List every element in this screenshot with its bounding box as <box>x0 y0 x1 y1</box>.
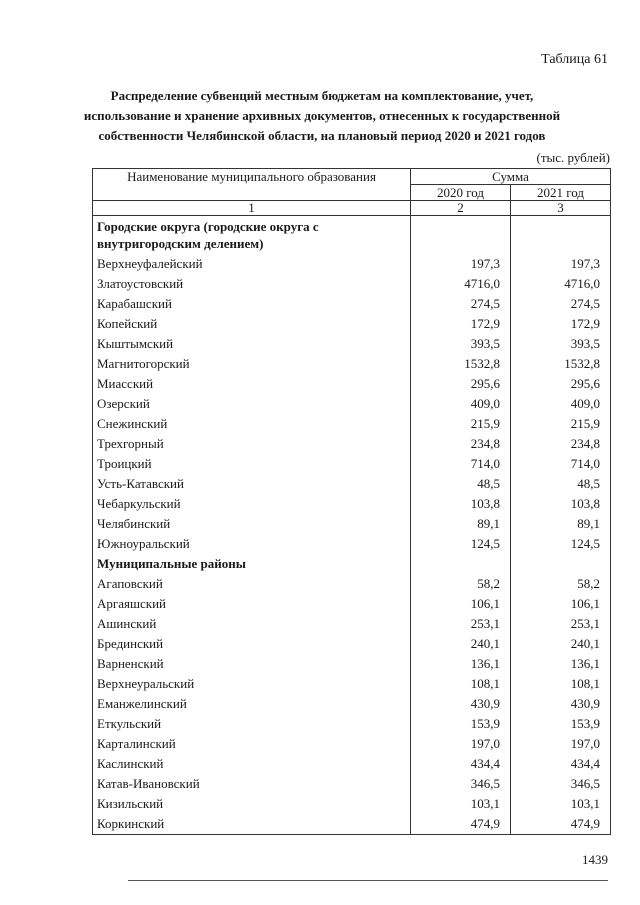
municipality-name: Верхнеуральский <box>93 674 411 694</box>
municipality-name: Чебаркульский <box>93 494 411 514</box>
amount-2020: 197,3 <box>411 254 511 274</box>
table-row <box>93 714 611 734</box>
municipality-name: Верхнеуфалейский <box>93 254 411 274</box>
amount-2021: 474,9 <box>511 814 611 835</box>
amount-2020: 136,1 <box>411 654 511 674</box>
amount-2021: 172,9 <box>511 314 611 334</box>
header-sum: Сумма <box>411 169 611 185</box>
table-row <box>93 754 611 774</box>
empty-cell <box>411 554 511 574</box>
amount-2020: 103,8 <box>411 494 511 514</box>
section-heading: Городские округа (городские округа с внутригородским делением) <box>93 216 411 255</box>
header-municipality: Наименование муниципального образования <box>93 169 411 201</box>
table-row <box>93 614 611 634</box>
amount-2020: 1532,8 <box>411 354 511 374</box>
amount-2020: 409,0 <box>411 394 511 414</box>
amount-2020: 103,1 <box>411 794 511 814</box>
table-row <box>93 594 611 614</box>
amount-2020: 346,5 <box>411 774 511 794</box>
amount-2021: 295,6 <box>511 374 611 394</box>
table-row <box>93 674 611 694</box>
table-row <box>93 494 611 514</box>
header-col-num-1: 1 <box>93 201 411 216</box>
amount-2020: 215,9 <box>411 414 511 434</box>
municipality-name: Катав-Ивановский <box>93 774 411 794</box>
municipality-name: Варненский <box>93 654 411 674</box>
amount-2021: 48,5 <box>511 474 611 494</box>
amount-2021: 434,4 <box>511 754 611 774</box>
amount-2020: 48,5 <box>411 474 511 494</box>
amount-2020: 253,1 <box>411 614 511 634</box>
header-col-num-2: 2 <box>411 201 511 216</box>
amount-2020: 393,5 <box>411 334 511 354</box>
table-row <box>93 434 611 454</box>
amount-2021: 108,1 <box>511 674 611 694</box>
municipality-name: Златоустовский <box>93 274 411 294</box>
amount-2020: 197,0 <box>411 734 511 754</box>
municipality-name: Снежинский <box>93 414 411 434</box>
table-header <box>93 169 611 216</box>
municipality-name: Каслинский <box>93 754 411 774</box>
municipality-name: Карталинский <box>93 734 411 754</box>
amount-2021: 106,1 <box>511 594 611 614</box>
amount-2021: 240,1 <box>511 634 611 654</box>
amount-2021: 274,5 <box>511 294 611 314</box>
amount-2020: 106,1 <box>411 594 511 614</box>
table-row <box>93 654 611 674</box>
table-row <box>93 294 611 314</box>
amount-2020: 274,5 <box>411 294 511 314</box>
page-number: 1439 <box>582 852 608 867</box>
table-row <box>93 534 611 554</box>
municipality-name: Троицкий <box>93 454 411 474</box>
municipality-name: Еманжелинский <box>93 694 411 714</box>
amount-2021: 103,1 <box>511 794 611 814</box>
amount-2021: 393,5 <box>511 334 611 354</box>
amount-2021: 253,1 <box>511 614 611 634</box>
amount-2021: 58,2 <box>511 574 611 594</box>
municipality-name: Магнитогорский <box>93 354 411 374</box>
amount-2021: 215,9 <box>511 414 611 434</box>
subvention-table <box>92 168 611 835</box>
header-2021: 2021 год <box>511 185 611 201</box>
table-row <box>93 774 611 794</box>
document-title: Распределение субвенций местным бюджетам на комплектование, учет, использование и хранение архивных документов, отнесенных к государственной собственности Челябинской области, на плановый период 2020 и 2021 годов <box>83 88 561 143</box>
table-row <box>93 734 611 754</box>
table-row <box>93 454 611 474</box>
municipality-name: Карабашский <box>93 294 411 314</box>
municipality-name: Ашинский <box>93 614 411 634</box>
amount-2020: 474,9 <box>411 814 511 835</box>
section-heading-row <box>93 216 611 255</box>
table-number-label: Таблица 61 <box>541 52 608 67</box>
municipality-name: Усть-Катавский <box>93 474 411 494</box>
units-label: (тыс. рублей) <box>536 150 610 165</box>
table-row <box>93 354 611 374</box>
municipality-name: Аргаяшский <box>93 594 411 614</box>
amount-2021: 136,1 <box>511 654 611 674</box>
header-col-num-3: 3 <box>511 201 611 216</box>
amount-2020: 108,1 <box>411 674 511 694</box>
municipality-name: Копейский <box>93 314 411 334</box>
municipality-name: Челябинский <box>93 514 411 534</box>
municipality-name: Миасский <box>93 374 411 394</box>
amount-2021: 409,0 <box>511 394 611 414</box>
amount-2020: 295,6 <box>411 374 511 394</box>
table-row <box>93 394 611 414</box>
amount-2021: 234,8 <box>511 434 611 454</box>
amount-2021: 197,3 <box>511 254 611 274</box>
municipality-name: Брединский <box>93 634 411 654</box>
amount-2021: 430,9 <box>511 694 611 714</box>
table-row <box>93 254 611 274</box>
municipality-name: Агаповский <box>93 574 411 594</box>
empty-cell <box>511 216 611 255</box>
amount-2020: 434,4 <box>411 754 511 774</box>
table-row <box>93 574 611 594</box>
footer-rule <box>128 880 608 881</box>
table-row <box>93 634 611 654</box>
municipality-name: Озерский <box>93 394 411 414</box>
amount-2020: 234,8 <box>411 434 511 454</box>
municipality-name: Коркинский <box>93 814 411 835</box>
section-heading-row <box>93 554 611 574</box>
amount-2021: 346,5 <box>511 774 611 794</box>
table-row <box>93 794 611 814</box>
municipality-name: Трехгорный <box>93 434 411 454</box>
empty-cell <box>511 554 611 574</box>
table-row <box>93 334 611 354</box>
amount-2021: 89,1 <box>511 514 611 534</box>
table-body <box>93 216 611 835</box>
amount-2020: 58,2 <box>411 574 511 594</box>
amount-2020: 89,1 <box>411 514 511 534</box>
table-row <box>93 374 611 394</box>
table-row <box>93 474 611 494</box>
amount-2021: 4716,0 <box>511 274 611 294</box>
table-row <box>93 814 611 835</box>
amount-2020: 714,0 <box>411 454 511 474</box>
amount-2021: 103,8 <box>511 494 611 514</box>
amount-2021: 197,0 <box>511 734 611 754</box>
municipality-name: Южноуральский <box>93 534 411 554</box>
municipality-name: Еткульский <box>93 714 411 734</box>
table-row <box>93 694 611 714</box>
amount-2021: 714,0 <box>511 454 611 474</box>
amount-2021: 153,9 <box>511 714 611 734</box>
empty-cell <box>411 216 511 255</box>
amount-2020: 124,5 <box>411 534 511 554</box>
municipality-name: Кизильский <box>93 794 411 814</box>
amount-2021: 124,5 <box>511 534 611 554</box>
municipality-name: Кыштымский <box>93 334 411 354</box>
amount-2020: 240,1 <box>411 634 511 654</box>
section-heading: Муниципальные районы <box>93 554 411 574</box>
table-row <box>93 414 611 434</box>
table-row <box>93 314 611 334</box>
amount-2020: 172,9 <box>411 314 511 334</box>
amount-2021: 1532,8 <box>511 354 611 374</box>
amount-2020: 153,9 <box>411 714 511 734</box>
amount-2020: 4716,0 <box>411 274 511 294</box>
table-row <box>93 514 611 534</box>
table-row <box>93 274 611 294</box>
amount-2020: 430,9 <box>411 694 511 714</box>
header-2020: 2020 год <box>411 185 511 201</box>
